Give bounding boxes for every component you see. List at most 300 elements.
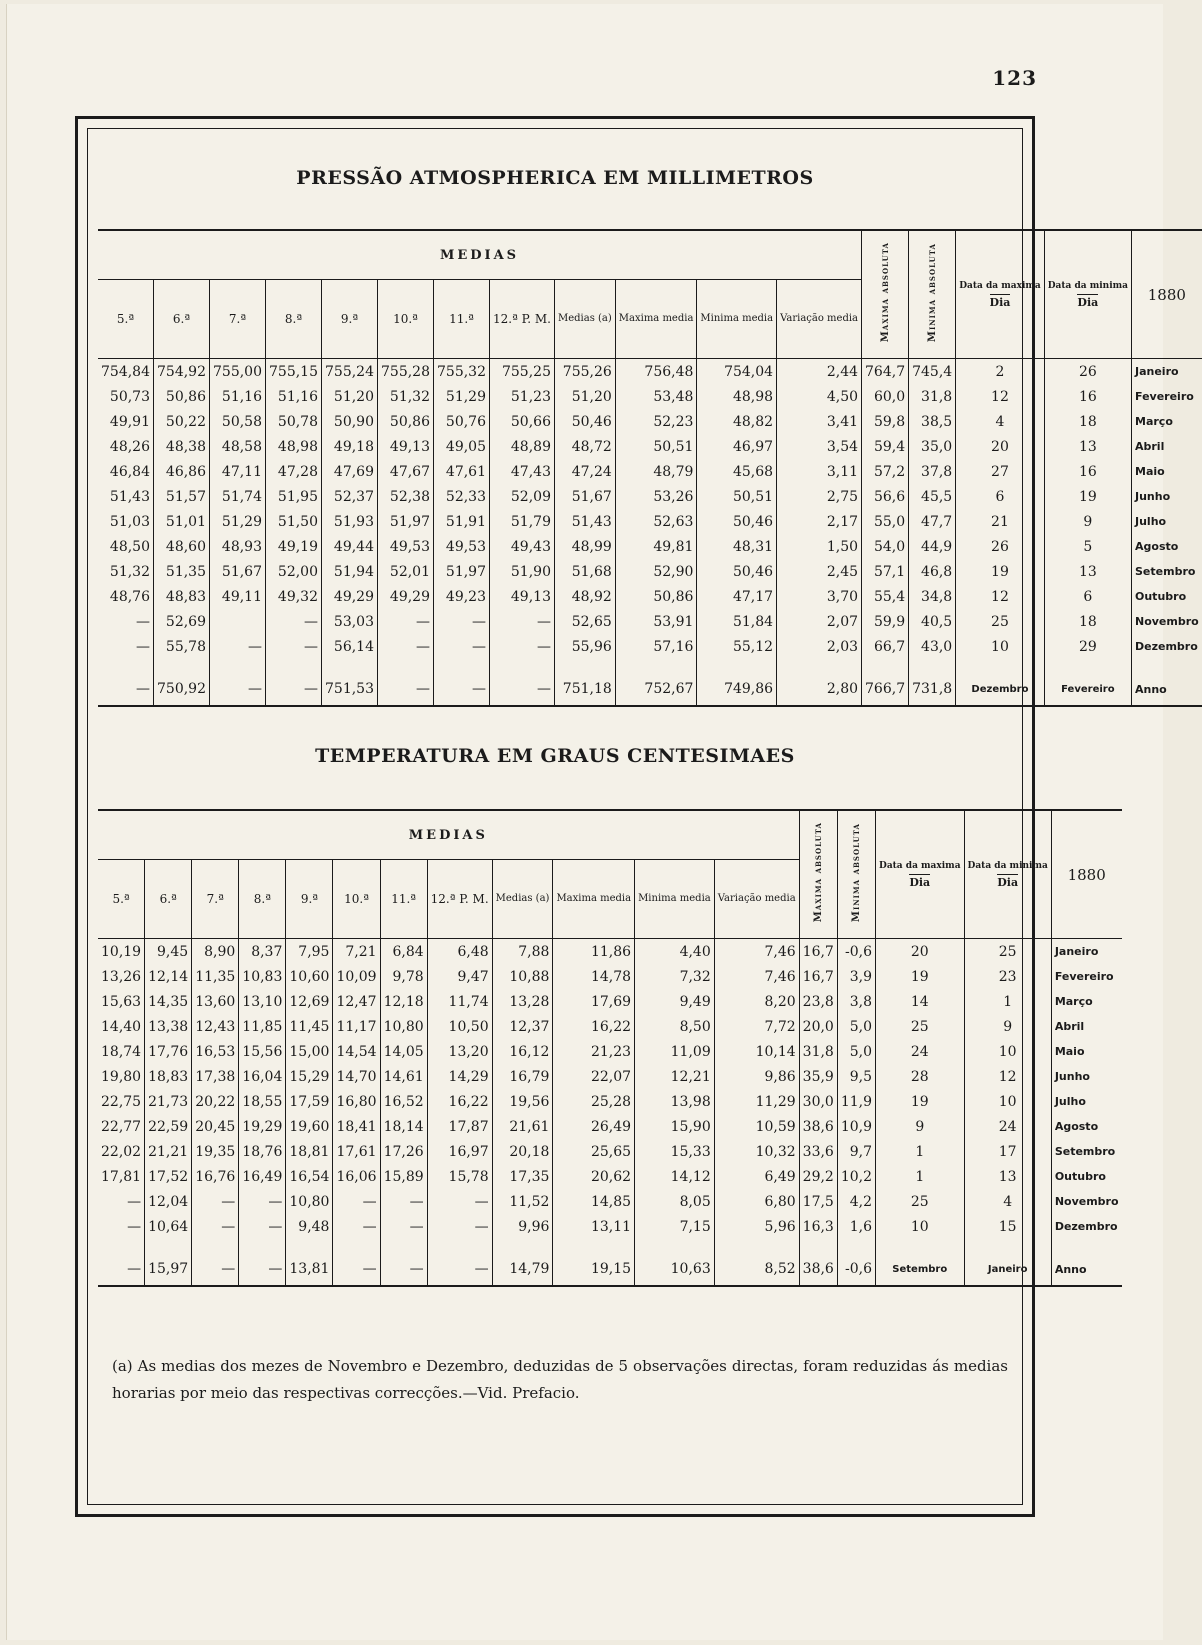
value-cell: 2,45 (777, 559, 862, 584)
value-cell: 9,45 (145, 939, 192, 965)
value-cell: 16,06 (333, 1164, 380, 1189)
value-cell: 55,96 (554, 634, 615, 659)
value-cell: 49,18 (322, 434, 378, 459)
column-header: Minima media (635, 860, 715, 939)
month-cell: Setembro (1132, 559, 1202, 584)
value-cell: 48,31 (697, 534, 777, 559)
value-cell: 13,28 (492, 989, 553, 1014)
value-cell: 14,85 (553, 1189, 635, 1214)
spacer-cell (714, 1239, 799, 1253)
value-cell: — (380, 1214, 427, 1239)
value-cell: 49,05 (434, 434, 490, 459)
table-row (98, 384, 1202, 409)
value-cell: 19 (876, 964, 965, 989)
value-cell: 35,9 (799, 1064, 837, 1089)
value-cell: 754,84 (101, 363, 150, 380)
value-cell: 53,03 (322, 609, 378, 634)
value-cell: 16,7 (799, 939, 837, 965)
value-cell: 17,87 (427, 1114, 492, 1139)
month-cell: Dezembro (1132, 634, 1202, 659)
value-cell: 8,90 (192, 939, 239, 965)
value-cell: 48,98 (266, 434, 322, 459)
value-cell: 33,6 (799, 1139, 837, 1164)
value-cell: 46,97 (697, 434, 777, 459)
value-cell: 5,0 (837, 1039, 875, 1064)
value-cell: 12,47 (333, 989, 380, 1014)
column-header: 6.ª (154, 280, 210, 359)
value-cell: 9,5 (837, 1064, 875, 1089)
max-abs-label: Maxima absoluta (879, 242, 891, 343)
annual-value: -0,6 (837, 1253, 875, 1286)
spacer-cell (380, 1239, 427, 1253)
medias-header: MEDIAS (98, 810, 799, 860)
value-cell: 50,90 (322, 409, 378, 434)
value-cell: — (239, 1214, 286, 1239)
header-row-medias (98, 230, 1202, 280)
value-cell: 52,00 (266, 559, 322, 584)
value-cell: 16,54 (286, 1164, 333, 1189)
spacer-cell (956, 659, 1045, 673)
value-cell: 52,23 (615, 409, 697, 434)
value-cell: 16,79 (492, 1064, 553, 1089)
value-cell: 19 (956, 559, 1045, 584)
value-cell: 8,20 (714, 989, 799, 1014)
value-cell: 2 (956, 359, 1045, 385)
value-cell: 7,88 (492, 939, 553, 965)
value-cell: 60,0 (862, 384, 909, 409)
value-cell: 14,54 (333, 1039, 380, 1064)
date-max-header (956, 230, 1045, 359)
value-cell: 3,70 (777, 584, 862, 609)
value-cell: 16 (1044, 384, 1131, 409)
spacer-cell (553, 1239, 635, 1253)
value-cell: 51,91 (434, 509, 490, 534)
month-cell: Maio (1132, 459, 1202, 484)
value-cell: 50,76 (434, 409, 490, 434)
value-cell: 10,88 (492, 964, 553, 989)
value-cell: 45,68 (697, 459, 777, 484)
date-max-header (876, 810, 965, 939)
value-cell: 17,38 (192, 1064, 239, 1089)
month-cell: Março (1051, 989, 1121, 1014)
value-cell: 50,86 (615, 584, 697, 609)
value-cell: 15,29 (286, 1064, 333, 1089)
value-cell: 12,37 (492, 1014, 553, 1039)
value-cell: 49,11 (210, 584, 266, 609)
value-cell: 755,28 (378, 359, 434, 385)
value-cell: 11,45 (286, 1014, 333, 1039)
value-cell: 29 (1044, 634, 1131, 659)
value-cell: 23,8 (799, 989, 837, 1014)
value-cell: 16,52 (380, 1089, 427, 1114)
value-cell: 50,46 (554, 409, 615, 434)
value-cell: 2,03 (777, 634, 862, 659)
value-cell: 2,17 (777, 509, 862, 534)
value-cell: 2,07 (777, 609, 862, 634)
value-cell: 7,72 (714, 1014, 799, 1039)
header-row-medias (98, 810, 1122, 860)
value-cell: 14,40 (101, 1018, 142, 1035)
value-cell: 4,2 (837, 1189, 875, 1214)
value-cell: 754,92 (154, 359, 210, 385)
value-cell: 51,43 (554, 509, 615, 534)
value-cell: 52,69 (154, 609, 210, 634)
table-row (98, 1139, 1122, 1164)
annual-value: — (266, 673, 322, 706)
value-cell: 6,84 (380, 939, 427, 965)
value-cell: 49,44 (322, 534, 378, 559)
value-cell: 10,80 (286, 1189, 333, 1214)
column-header: 11.ª (434, 280, 490, 359)
spacer-cell (697, 659, 777, 673)
value-cell: 16,76 (192, 1164, 239, 1189)
column-header: Minima media (697, 280, 777, 359)
month-cell: Fevereiro (1051, 964, 1121, 989)
year-header: 1880 (1132, 230, 1202, 359)
value-cell: 11,85 (239, 1014, 286, 1039)
spacer-cell (333, 1239, 380, 1253)
value-cell: 9,96 (492, 1214, 553, 1239)
dia-label: Dia (997, 875, 1019, 889)
value-cell: 12,21 (635, 1064, 715, 1089)
value-cell: — (378, 609, 434, 634)
value-cell: 49,53 (434, 534, 490, 559)
annual-value: — (490, 673, 555, 706)
value-cell: — (136, 638, 150, 655)
value-cell: 35,0 (909, 434, 956, 459)
value-cell: 47,11 (210, 459, 266, 484)
table-row (98, 1089, 1122, 1114)
value-cell: 15,90 (635, 1114, 715, 1139)
value-cell: 13,11 (553, 1214, 635, 1239)
value-cell: 10,64 (145, 1214, 192, 1239)
value-cell: 755,24 (322, 359, 378, 385)
value-cell: 9,86 (714, 1064, 799, 1089)
value-cell: 49,29 (322, 584, 378, 609)
value-cell: 10,09 (333, 964, 380, 989)
annual-value: — (210, 673, 266, 706)
value-cell: 10 (876, 1214, 965, 1239)
dia-label: Dia (909, 875, 931, 889)
value-cell: 4 (964, 1189, 1051, 1214)
value-cell: 48,99 (554, 534, 615, 559)
value-cell: 59,8 (862, 409, 909, 434)
annual-row (98, 673, 1202, 706)
spacer-cell (98, 659, 154, 673)
value-cell: 53,91 (615, 609, 697, 634)
value-cell: 10,19 (101, 943, 142, 960)
value-cell: 16,53 (192, 1039, 239, 1064)
value-cell: 6 (1044, 584, 1131, 609)
value-cell: 3,41 (777, 409, 862, 434)
value-cell: — (434, 634, 490, 659)
value-cell: 18 (1044, 609, 1131, 634)
column-header: Variação media (777, 280, 862, 359)
value-cell: — (434, 609, 490, 634)
spacer-cell (98, 1239, 145, 1253)
column-header: 11.ª (380, 860, 427, 939)
value-cell: — (490, 634, 555, 659)
value-cell: — (127, 1218, 142, 1235)
value-cell: 18,83 (145, 1064, 192, 1089)
value-cell: 50,73 (109, 388, 150, 405)
value-cell: 11,9 (837, 1089, 875, 1114)
date-min-header (964, 810, 1051, 939)
month-cell: Junho (1132, 484, 1202, 509)
value-cell: 26 (1044, 359, 1131, 385)
value-cell: 7,46 (714, 939, 799, 965)
value-cell: 52,38 (378, 484, 434, 509)
value-cell: — (380, 1189, 427, 1214)
month-cell: Março (1132, 409, 1202, 434)
column-header: 12.ª P. M. (427, 860, 492, 939)
value-cell: 12 (964, 1064, 1051, 1089)
value-cell: 1 (876, 1139, 965, 1164)
value-cell: 17,69 (553, 989, 635, 1014)
column-header: 7.ª (192, 860, 239, 939)
column-header: Medias (a) (492, 860, 553, 939)
value-cell: 52,01 (378, 559, 434, 584)
value-cell: 50,22 (154, 409, 210, 434)
annual-value: 38,6 (799, 1253, 837, 1286)
value-cell: 16,7 (799, 964, 837, 989)
value-cell: 48,38 (154, 434, 210, 459)
column-header: 8.ª (266, 280, 322, 359)
value-cell: 19,29 (239, 1114, 286, 1139)
value-cell: 3,11 (777, 459, 862, 484)
value-cell: 11,86 (553, 939, 635, 965)
value-cell: 10 (956, 634, 1045, 659)
month-cell: Agosto (1051, 1114, 1121, 1139)
medias-header: MEDIAS (98, 230, 862, 280)
value-cell: 46,86 (154, 459, 210, 484)
value-cell: 16,04 (239, 1064, 286, 1089)
spacer-cell (1132, 659, 1202, 673)
value-cell: 56,6 (862, 484, 909, 509)
value-cell: 50,86 (154, 384, 210, 409)
value-cell: 49,13 (490, 584, 555, 609)
value-cell: 50,66 (490, 409, 555, 434)
value-cell: 47,61 (434, 459, 490, 484)
value-cell: 55,4 (862, 584, 909, 609)
annual-value: 749,86 (697, 673, 777, 706)
month-cell: Fevereiro (1132, 384, 1202, 409)
value-cell: 17,76 (145, 1039, 192, 1064)
value-cell: 14,29 (427, 1064, 492, 1089)
value-cell: 10,59 (714, 1114, 799, 1139)
value-cell: 51,29 (434, 384, 490, 409)
value-cell: 66,7 (862, 634, 909, 659)
column-header: 7.ª (210, 280, 266, 359)
value-cell: 46,84 (109, 463, 150, 480)
value-cell: 15,33 (635, 1139, 715, 1164)
value-cell: 19,80 (101, 1068, 142, 1085)
value-cell: 18 (1044, 409, 1131, 434)
spacer-cell (554, 659, 615, 673)
value-cell: 6,80 (714, 1189, 799, 1214)
table-row (98, 1039, 1122, 1064)
value-cell: 10,32 (714, 1139, 799, 1164)
month-cell: Novembro (1132, 609, 1202, 634)
value-cell: 51,94 (322, 559, 378, 584)
value-cell: 5,96 (714, 1214, 799, 1239)
annual-value: 750,92 (154, 673, 210, 706)
value-cell: 51,35 (154, 559, 210, 584)
month-cell: Julho (1132, 509, 1202, 534)
value-cell: — (333, 1214, 380, 1239)
value-cell: 51,57 (154, 484, 210, 509)
pressure-table (98, 229, 1202, 707)
value-cell: 37,8 (909, 459, 956, 484)
spacer-cell (837, 1239, 875, 1253)
value-cell: 17,81 (101, 1168, 142, 1185)
annual-value: Janeiro (964, 1253, 1051, 1286)
month-cell: Julho (1051, 1089, 1121, 1114)
value-cell: 3,9 (837, 964, 875, 989)
spacer-cell (210, 659, 266, 673)
value-cell: 9,7 (837, 1139, 875, 1164)
value-cell: 49,43 (490, 534, 555, 559)
value-cell: 14,61 (380, 1064, 427, 1089)
value-cell: 48,92 (554, 584, 615, 609)
value-cell: 755,26 (554, 359, 615, 385)
value-cell: 50,46 (697, 509, 777, 534)
spacer-cell (799, 1239, 837, 1253)
value-cell: 51,32 (378, 384, 434, 409)
table-row (98, 964, 1122, 989)
value-cell: 15,56 (239, 1039, 286, 1064)
value-cell: 10,2 (837, 1164, 875, 1189)
value-cell: 17,52 (145, 1164, 192, 1189)
value-cell: 7,21 (333, 939, 380, 965)
annual-value: 766,7 (862, 673, 909, 706)
value-cell: 22,02 (101, 1143, 142, 1160)
temperature-title: TEMPERATURA EM GRAUS CENTESIMAES (315, 745, 795, 767)
value-cell: 49,81 (615, 534, 697, 559)
value-cell: 47,17 (697, 584, 777, 609)
spacer-cell (862, 659, 909, 673)
value-cell: 20 (876, 939, 965, 965)
value-cell: 48,72 (554, 434, 615, 459)
annual-value: 13,81 (286, 1253, 333, 1286)
value-cell: 16,97 (427, 1139, 492, 1164)
value-cell: 12 (956, 384, 1045, 409)
value-cell: 20,45 (192, 1114, 239, 1139)
value-cell: — (210, 634, 266, 659)
value-cell: 6,48 (427, 939, 492, 965)
date-min-header (1044, 230, 1131, 359)
value-cell: 1 (964, 989, 1051, 1014)
value-cell: — (239, 1189, 286, 1214)
value-cell: 18,14 (380, 1114, 427, 1139)
value-cell: 755,15 (266, 359, 322, 385)
value-cell: 18,74 (101, 1043, 142, 1060)
spacer-cell (490, 659, 555, 673)
month-cell: Outubro (1132, 584, 1202, 609)
value-cell: 29,2 (799, 1164, 837, 1189)
value-cell: 16,22 (553, 1014, 635, 1039)
value-cell: 20,22 (192, 1089, 239, 1114)
date-label: Data da maxima (879, 860, 961, 871)
column-header: 10.ª (378, 280, 434, 359)
value-cell: — (266, 609, 322, 634)
value-cell: 48,26 (109, 438, 150, 455)
value-cell: 50,51 (697, 484, 777, 509)
table-row (98, 1014, 1122, 1039)
spacer-row (98, 659, 1202, 673)
value-cell: 15,63 (101, 993, 142, 1010)
value-cell: 2,75 (777, 484, 862, 509)
value-cell: 17,61 (333, 1139, 380, 1164)
year-header: 1880 (1051, 810, 1121, 939)
column-header: Maxima media (553, 860, 635, 939)
value-cell: 22,75 (101, 1093, 142, 1110)
table-row (98, 459, 1202, 484)
value-cell: 10,80 (380, 1014, 427, 1039)
spacer-cell (154, 659, 210, 673)
value-cell: — (427, 1189, 492, 1214)
value-cell: 55,12 (697, 634, 777, 659)
value-cell: — (490, 609, 555, 634)
value-cell: 5 (1044, 534, 1131, 559)
table-frame-inner (87, 128, 1199, 1505)
value-cell: 11,09 (635, 1039, 715, 1064)
annual-value: 15,97 (145, 1253, 192, 1286)
value-cell: 48,82 (697, 409, 777, 434)
value-cell: 38,6 (799, 1114, 837, 1139)
value-cell: 755,00 (210, 359, 266, 385)
annual-value: 10,63 (635, 1253, 715, 1286)
table-row (98, 1064, 1122, 1089)
value-cell: 49,19 (266, 534, 322, 559)
value-cell: 31,8 (909, 384, 956, 409)
annual-label: Anno (1132, 673, 1202, 706)
value-cell: 25,28 (553, 1089, 635, 1114)
value-cell: 48,83 (154, 584, 210, 609)
month-cell: Maio (1051, 1039, 1121, 1064)
spacer-cell (239, 1239, 286, 1253)
value-cell: 59,4 (862, 434, 909, 459)
value-cell: 25 (876, 1189, 965, 1214)
temperature-table (98, 809, 1122, 1287)
column-header: 8.ª (239, 860, 286, 939)
value-cell: 13,98 (635, 1089, 715, 1114)
value-cell: 47,24 (554, 459, 615, 484)
value-cell: — (266, 634, 322, 659)
value-cell: 47,28 (266, 459, 322, 484)
value-cell: 46,8 (909, 559, 956, 584)
month-cell: Junho (1051, 1064, 1121, 1089)
value-cell: 10,83 (239, 964, 286, 989)
spacer-cell (964, 1239, 1051, 1253)
value-cell: 13,26 (101, 968, 142, 985)
value-cell: 7,15 (635, 1214, 715, 1239)
value-cell: 25 (876, 1014, 965, 1039)
column-header: 9.ª (322, 280, 378, 359)
value-cell: 18,41 (333, 1114, 380, 1139)
annual-value: 751,53 (322, 673, 378, 706)
value-cell: 49,91 (109, 413, 150, 430)
value-cell: 21 (956, 509, 1045, 534)
month-cell: Novembro (1051, 1189, 1121, 1214)
page-number: 123 (992, 66, 1037, 90)
value-cell: 17,59 (286, 1089, 333, 1114)
table-row (98, 609, 1202, 634)
value-cell: 48,60 (154, 534, 210, 559)
value-cell: 51,95 (266, 484, 322, 509)
value-cell: 756,48 (615, 359, 697, 385)
value-cell: 745,4 (909, 359, 956, 385)
